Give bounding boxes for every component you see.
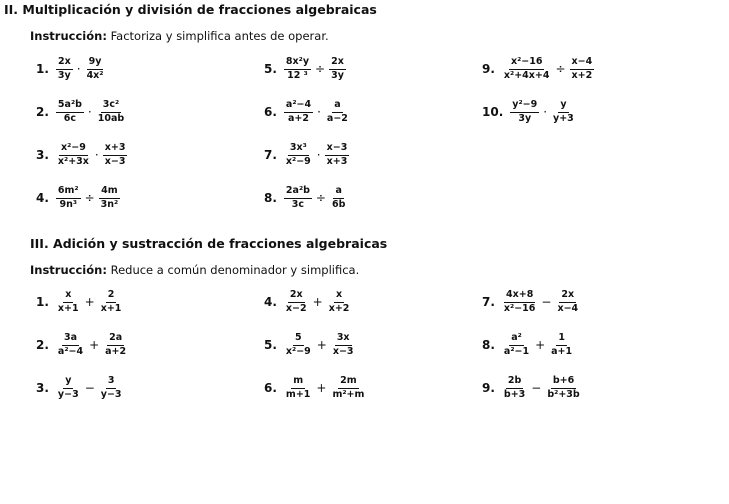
numerator: 2x: [288, 290, 305, 303]
fraction: [502, 57, 552, 82]
denominator: 3y: [331, 69, 344, 81]
denominator: 3y: [57, 69, 71, 81]
exercise-number: 7.: [482, 295, 495, 310]
exercise-number: 4.: [264, 295, 277, 310]
fraction: [545, 376, 581, 401]
exercise-number: 4.: [36, 191, 49, 206]
fraction: [329, 57, 346, 82]
operator: −: [541, 295, 552, 310]
fraction: [325, 100, 350, 125]
fraction: [502, 333, 531, 358]
exercise-item: [482, 57, 595, 82]
operator: ÷: [84, 191, 95, 206]
exercise-item: [264, 100, 351, 125]
fraction: [99, 376, 124, 401]
fraction: [56, 186, 81, 211]
operator: ÷: [555, 62, 566, 77]
fraction: [330, 186, 347, 211]
exercise-item: [36, 100, 127, 125]
denominator: y+3: [553, 112, 574, 124]
numerator: 2x: [329, 57, 346, 70]
denominator: a−2: [326, 112, 348, 124]
denominator: x+3: [326, 155, 348, 167]
denominator: x−3: [332, 345, 354, 357]
operator: −: [84, 381, 95, 396]
operator: +: [84, 295, 95, 310]
denominator: x−3: [104, 155, 126, 167]
denominator: 3n²: [100, 198, 119, 210]
numerator: 1: [556, 333, 567, 346]
exercise-item: [482, 333, 575, 358]
fraction: [330, 376, 366, 401]
fraction: [85, 57, 106, 82]
exercise-number: 2.: [36, 338, 49, 353]
numerator: 2x: [559, 290, 576, 303]
fraction: [325, 143, 350, 168]
numerator: y²−9: [510, 100, 539, 113]
section-3-instruction: [30, 263, 359, 277]
operator: ·: [317, 105, 321, 120]
numerator: 5: [293, 333, 304, 346]
denominator: 12 ³: [287, 69, 308, 81]
exercise-number: 9.: [482, 381, 495, 396]
denominator: y−3: [57, 388, 79, 400]
exercise-number: 6.: [264, 105, 277, 120]
exercise-item: [36, 290, 124, 315]
fraction: [549, 333, 574, 358]
numerator: x−4: [570, 57, 595, 70]
exercise-item: [264, 186, 348, 211]
fraction: [284, 376, 312, 401]
numerator: x²−9: [59, 143, 88, 156]
operator: ·: [316, 148, 321, 163]
exercise-number: 5.: [264, 338, 277, 353]
fraction: [510, 100, 539, 125]
numerator: 5a²b: [56, 100, 84, 113]
numerator: y: [63, 376, 73, 389]
exercise-item: [36, 376, 125, 401]
fraction: [570, 57, 595, 82]
denominator: 10ab: [97, 112, 125, 124]
numerator: x: [63, 290, 73, 303]
fraction: [56, 333, 85, 358]
section-2-heading: II. Multiplicación y división de fracciones algebraicas: [4, 2, 377, 17]
numerator: 2a: [107, 333, 124, 346]
numerator: 4m: [99, 186, 120, 199]
exercise-item: [36, 143, 128, 168]
numerator: 3a: [62, 333, 79, 346]
exercise-item: [482, 290, 581, 315]
denominator: y−3: [100, 388, 122, 400]
denominator: x+2: [328, 302, 350, 314]
exercise-number: 6.: [264, 381, 277, 396]
exercise-item: [36, 333, 129, 358]
denominator: 3y: [518, 112, 532, 124]
denominator: 4x²: [86, 69, 104, 81]
fraction: [284, 186, 312, 211]
fraction: [99, 290, 124, 315]
denominator: x−2: [285, 302, 307, 314]
fraction: [331, 333, 356, 358]
denominator: m+1: [285, 388, 311, 400]
denominator: x²+4x+4: [503, 69, 550, 81]
instruction-text: Factoriza y simplifica antes de operar.: [106, 29, 329, 43]
numerator: 2a²b: [284, 186, 312, 199]
instruction-label: Instrucción:: [30, 29, 107, 43]
numerator: a²: [509, 333, 524, 346]
exercise-number: 3.: [36, 148, 49, 163]
denominator: x²−16: [503, 302, 536, 314]
denominator: x²−9: [285, 345, 311, 357]
operator: ·: [543, 105, 548, 120]
fraction: [56, 100, 84, 125]
numerator: x: [334, 290, 344, 303]
numerator: 3c²: [101, 100, 121, 113]
fraction: [103, 333, 128, 358]
fraction: [551, 100, 576, 125]
exercise-number: 10.: [482, 105, 504, 120]
exercise-number: 1.: [36, 62, 49, 77]
denominator: 6b: [331, 198, 346, 210]
denominator: x+1: [57, 302, 79, 314]
numerator: b+6: [551, 376, 576, 389]
numerator: y: [558, 100, 568, 113]
numerator: 2x: [56, 57, 73, 70]
exercise-item: [482, 376, 583, 401]
operator: ÷: [315, 191, 326, 206]
fraction: [56, 143, 91, 168]
denominator: m²+m: [332, 388, 365, 400]
denominator: a²−1: [503, 345, 530, 357]
fraction: [502, 376, 527, 401]
fraction: [103, 143, 128, 168]
fraction: [327, 290, 352, 315]
numerator: 2: [106, 290, 117, 303]
fraction: [56, 376, 81, 401]
operator: +: [89, 338, 100, 353]
denominator: b²+3b: [547, 388, 580, 400]
operator: ·: [94, 148, 99, 163]
operator: +: [312, 295, 323, 310]
denominator: a+1: [551, 345, 573, 357]
exercise-number: 9.: [482, 62, 495, 77]
denominator: a+2: [288, 112, 309, 124]
instruction-text: Reduce a común denominador y simplifica.: [106, 263, 360, 277]
fraction: [99, 186, 121, 211]
fraction: [284, 290, 309, 315]
fraction: [284, 143, 313, 168]
numerator: a: [333, 186, 343, 199]
numerator: a²−4: [284, 100, 313, 113]
numerator: 3x³: [288, 143, 309, 156]
numerator: 2b: [506, 376, 523, 389]
exercise-item: [36, 186, 121, 211]
numerator: 9y: [87, 57, 104, 70]
exercise-item: [264, 290, 352, 315]
denominator: x+2: [571, 69, 593, 81]
denominator: x²+3x: [57, 155, 89, 167]
denominator: b+3: [503, 388, 526, 400]
numerator: x−3: [325, 143, 350, 156]
denominator: a+2: [105, 345, 127, 357]
fraction: [56, 290, 81, 315]
operator: +: [316, 381, 327, 396]
section-2-instruction: [30, 29, 329, 43]
operator: −: [531, 381, 542, 396]
denominator: 6c: [63, 112, 77, 124]
numerator: 4x+8: [504, 290, 535, 303]
numerator: 3: [106, 376, 117, 389]
operator: ÷: [315, 62, 326, 77]
denominator: x²−9: [285, 155, 311, 167]
fraction: [284, 333, 313, 358]
operator: +: [316, 338, 327, 353]
operator: +: [535, 338, 546, 353]
exercise-item: [264, 57, 347, 82]
fraction: [96, 100, 126, 125]
exercise-number: 8.: [264, 191, 277, 206]
numerator: a: [332, 100, 342, 113]
denominator: x−4: [557, 302, 579, 314]
denominator: a²−4: [57, 345, 84, 357]
numerator: 8x²y: [284, 57, 311, 70]
instruction-label: Instrucción:: [30, 263, 107, 277]
fraction: [56, 57, 73, 82]
exercise-item: [264, 333, 357, 358]
numerator: x²−16: [509, 57, 544, 70]
operator: ·: [76, 62, 81, 77]
fraction: [502, 290, 537, 315]
exercise-number: 5.: [264, 62, 277, 77]
exercise-item: [264, 376, 367, 401]
numerator: 6m²: [56, 186, 81, 199]
exercise-item: [36, 57, 106, 82]
fraction: [284, 100, 313, 125]
numerator: 3x: [335, 333, 352, 346]
exercise-item: [482, 100, 577, 125]
denominator: 9n³: [59, 198, 78, 210]
section-3-heading: III. Adición y sustracción de fracciones algebraicas: [30, 236, 388, 251]
operator: ·: [87, 105, 92, 120]
denominator: x+1: [100, 302, 122, 314]
numerator: x+3: [103, 143, 128, 156]
fraction: [284, 57, 311, 82]
exercise-number: 7.: [264, 148, 277, 163]
fraction: [555, 290, 580, 315]
numerator: m: [291, 376, 305, 389]
exercise-number: 3.: [36, 381, 49, 396]
exercise-number: 1.: [36, 295, 49, 310]
exercise-item: [264, 143, 350, 168]
exercise-number: 2.: [36, 105, 49, 120]
exercise-number: 8.: [482, 338, 495, 353]
numerator: 2m: [338, 376, 359, 389]
denominator: 3c: [291, 198, 305, 210]
